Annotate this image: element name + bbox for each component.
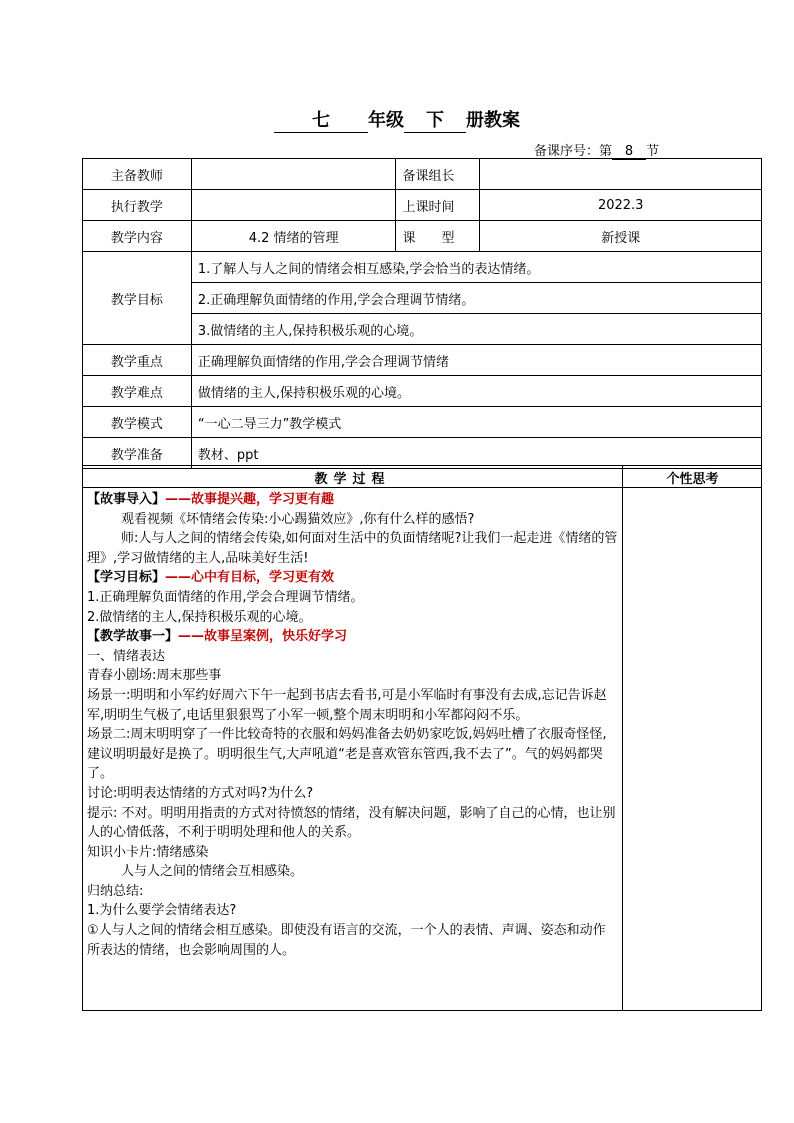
paragraph: 人与人之间的情绪会互相感染。 xyxy=(121,864,304,880)
table-row xyxy=(83,159,762,190)
type-value: 新授课 xyxy=(480,221,762,252)
exec-value xyxy=(191,190,396,221)
section-tag: 【教学故事一】 xyxy=(87,629,179,645)
main-teacher-label: 主备教师 xyxy=(83,159,192,190)
grade-suffix: 年级 xyxy=(368,110,404,131)
table-row xyxy=(83,376,762,407)
section-subtitle: ——故事呈案例，快乐好学习 xyxy=(178,629,348,645)
content-value: 4.2 情绪的管理 xyxy=(191,221,396,252)
table-row xyxy=(83,438,762,469)
process-header: 教学过程 xyxy=(314,472,391,487)
section-tag: 【故事导入】 xyxy=(87,492,166,507)
group-leader-value xyxy=(480,159,762,190)
goal-3: 3.做情绪的主人,保持积极乐观的心境。 xyxy=(191,314,761,345)
section-tag: 【学习目标】 xyxy=(87,570,166,586)
lesson-info-table xyxy=(82,158,762,469)
table-row xyxy=(83,407,762,438)
term-blank: 下 xyxy=(404,106,466,133)
paragraph: 提示: 不对。明明用指责的方式对待愤怒的情绪，没有解决问题，影响了自己的心情，也让别人的心情低落，不利于明明处理和他人的关系。 xyxy=(87,805,616,841)
section-subtitle: ——故事提兴趣，学习更有趣 xyxy=(165,492,335,507)
section-heading xyxy=(87,627,618,647)
group-leader-label: 备课组长 xyxy=(396,159,480,190)
paragraph: 知识小卡片:情绪感染 xyxy=(87,844,209,860)
table-row xyxy=(83,345,762,376)
prep-label: 教学准备 xyxy=(83,438,192,469)
paragraph: ①人与人之间的情绪会相互感染。即使没有语言的交流，一个人的表情、声调、姿态和动作所表达的情绪，也会影响周围的人。 xyxy=(87,923,606,958)
paragraph: 场景二:周末明明穿了一件比较奇特的衣服和妈妈准备去奶奶家吃饭,妈妈吐槽了衣服奇怪怪,建议明明最好是换了。明明很生气,大声吼道“老是喜欢管东管西,我不去了”。气的妈妈都哭了。 xyxy=(87,727,607,782)
goal-item: 1.正确理解负面情绪的作用,学会合理调节情绪。 xyxy=(87,589,364,605)
seq-prefix: 备课序号：第 xyxy=(534,144,613,159)
content-label: 教学内容 xyxy=(83,221,192,252)
header-divider xyxy=(83,487,761,488)
paragraph: 青春小剧场:周末那些事 xyxy=(87,668,222,684)
column-divider xyxy=(622,466,623,1010)
key-value: 正确理解负面情绪的作用,学会合理调节情绪 xyxy=(191,345,761,376)
paragraph: 归纳总结: xyxy=(87,883,144,899)
key-label: 教学重点 xyxy=(83,345,192,376)
side-header: 个性思考 xyxy=(666,472,719,487)
seq-suffix: 节 xyxy=(646,144,660,159)
paragraph: 一、情绪表达 xyxy=(87,648,166,664)
lesson-sequence xyxy=(534,140,659,160)
term-suffix: 册教案 xyxy=(466,110,520,131)
seq-number: 8 xyxy=(612,144,646,160)
teaching-process-section xyxy=(82,465,762,1011)
goal-2: 2.正确理解负面情绪的作用,学会合理调节情绪。 xyxy=(191,283,761,314)
time-value: 2022.3 xyxy=(480,190,762,221)
difficult-value: 做情绪的主人,保持积极乐观的心境。 xyxy=(191,376,761,407)
type-label: 课 型 xyxy=(396,221,480,252)
section-heading xyxy=(87,490,618,510)
paragraph: 师:人与人之间的情绪会传染,如何面对生活中的负面情绪呢?让我们一起走进《情绪的管理》,学习做情绪的主人,品味美好生活! xyxy=(87,531,618,566)
paragraph: 观看视频《坏情绪会传染:小心踢猫效应》,你有什么样的感悟? xyxy=(121,511,475,527)
time-label: 上课时间 xyxy=(396,190,480,221)
paragraph: 场景一:明明和小军约好周六下午一起到书店去看书,可是小军临时有事没有去成,忘记告诉赵军,明明生气极了,电话里狠狠骂了小军一顿,整个周末明明和小军都闷闷不乐。 xyxy=(87,687,607,723)
exec-label: 执行教学 xyxy=(83,190,192,221)
table-row xyxy=(83,221,762,252)
mode-label: 教学模式 xyxy=(83,407,192,438)
section-subtitle: ——心中有目标，学习更有效 xyxy=(165,570,335,586)
section-heading xyxy=(87,568,618,588)
process-content xyxy=(87,490,618,960)
grade-blank: 七 xyxy=(274,106,368,133)
main-teacher-value xyxy=(191,159,396,190)
paragraph: 讨论:明明表达情绪的方式对吗?为什么? xyxy=(87,785,314,801)
goals-label: 教学目标 xyxy=(83,252,192,345)
page-title xyxy=(0,106,794,133)
goal-1: 1.了解人与人之间的情绪会相互感染,学会恰当的表达情绪。 xyxy=(191,252,761,283)
table-row xyxy=(83,252,762,283)
difficult-label: 教学难点 xyxy=(83,376,192,407)
table-row xyxy=(83,190,762,221)
mode-value: “一心二导三力”教学模式 xyxy=(191,407,761,438)
paragraph: 1.为什么要学会情绪表达? xyxy=(87,903,237,919)
goal-item: 2.做情绪的主人,保持积极乐观的心境。 xyxy=(87,609,312,625)
prep-value: 教材、ppt xyxy=(191,438,761,469)
